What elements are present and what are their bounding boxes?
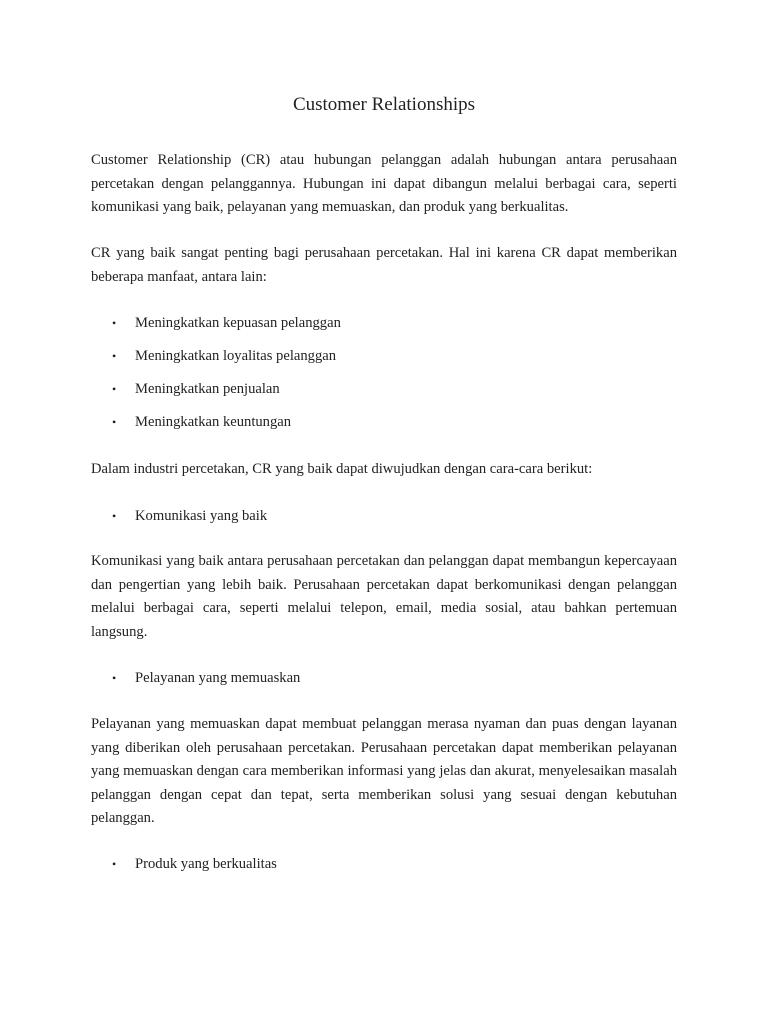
list-item-label: Meningkatkan keuntungan <box>135 414 292 430</box>
list-item-benefit <box>112 378 652 402</box>
paragraph-cr-importance: CR yang baik sangat penting bagi perusahaan percetakan. Hal ini karena CR dapat memberikan beberapa manfaat, antara lain: <box>91 245 677 285</box>
document-title: Customer Relationships <box>292 94 476 115</box>
list-item-label: Produk yang berkualitas <box>135 856 277 872</box>
bullet-icon: • <box>112 382 117 396</box>
paragraph-communication: Komunikasi yang baik antara perusahaan percetakan dan pelanggan dapat membangun kepercayaan dan pengertian yang lebih baik. Perusahaan percetakan dapat berkomunikasi dengan pelanggan melalui berbagai cara, seperti melalui telepon, email, media sosial, atau bahkan pertemuan langsung. <box>91 553 677 640</box>
list-item-label: Komunikasi yang baik <box>135 508 268 524</box>
list-item-label: Pelayanan yang memuaskan <box>135 670 301 686</box>
list-item-benefit <box>112 411 652 435</box>
list-item-benefit <box>112 345 652 369</box>
paragraph-ways-intro: Dalam industri percetakan, CR yang baik dapat diwujudkan dengan cara-cara berikut: <box>91 461 593 477</box>
list-item-way <box>112 667 652 691</box>
bullet-icon: • <box>112 509 117 523</box>
bullet-icon: • <box>112 671 117 685</box>
list-item-label: Meningkatkan loyalitas pelanggan <box>135 348 337 364</box>
list-item-label: Meningkatkan kepuasan pelanggan <box>135 315 341 331</box>
bullet-icon: • <box>112 857 117 871</box>
list-item-benefit <box>112 312 652 336</box>
bullet-icon: • <box>112 415 117 429</box>
paragraph-cr-definition: Customer Relationship (CR) atau hubungan pelanggan adalah hubungan antara perusahaan percetakan dengan pelanggannya. Hubungan ini dapat dibangun melalui berbagai cara, seperti komunikasi yang baik, pelayanan yang memuaskan, dan produk yang berkualitas. <box>91 152 677 215</box>
bullet-icon: • <box>112 316 117 330</box>
paragraph-service: Pelayanan yang memuaskan dapat membuat pelanggan merasa nyaman dan puas dengan layanan yang diberikan oleh perusahaan percetakan. Perusahaan percetakan dapat memberikan pelayanan yang memuaskan dengan cara memberikan informasi yang jelas dan akurat, menyelesaikan masalah pelanggan dengan cepat dan tepat, serta memberikan solusi yang sesuai dengan kebutuhan pelanggan. <box>91 716 677 826</box>
list-item-way <box>112 853 652 877</box>
bullet-icon: • <box>112 349 117 363</box>
list-item-label: Meningkatkan penjualan <box>135 381 280 397</box>
list-item-way <box>112 505 652 529</box>
